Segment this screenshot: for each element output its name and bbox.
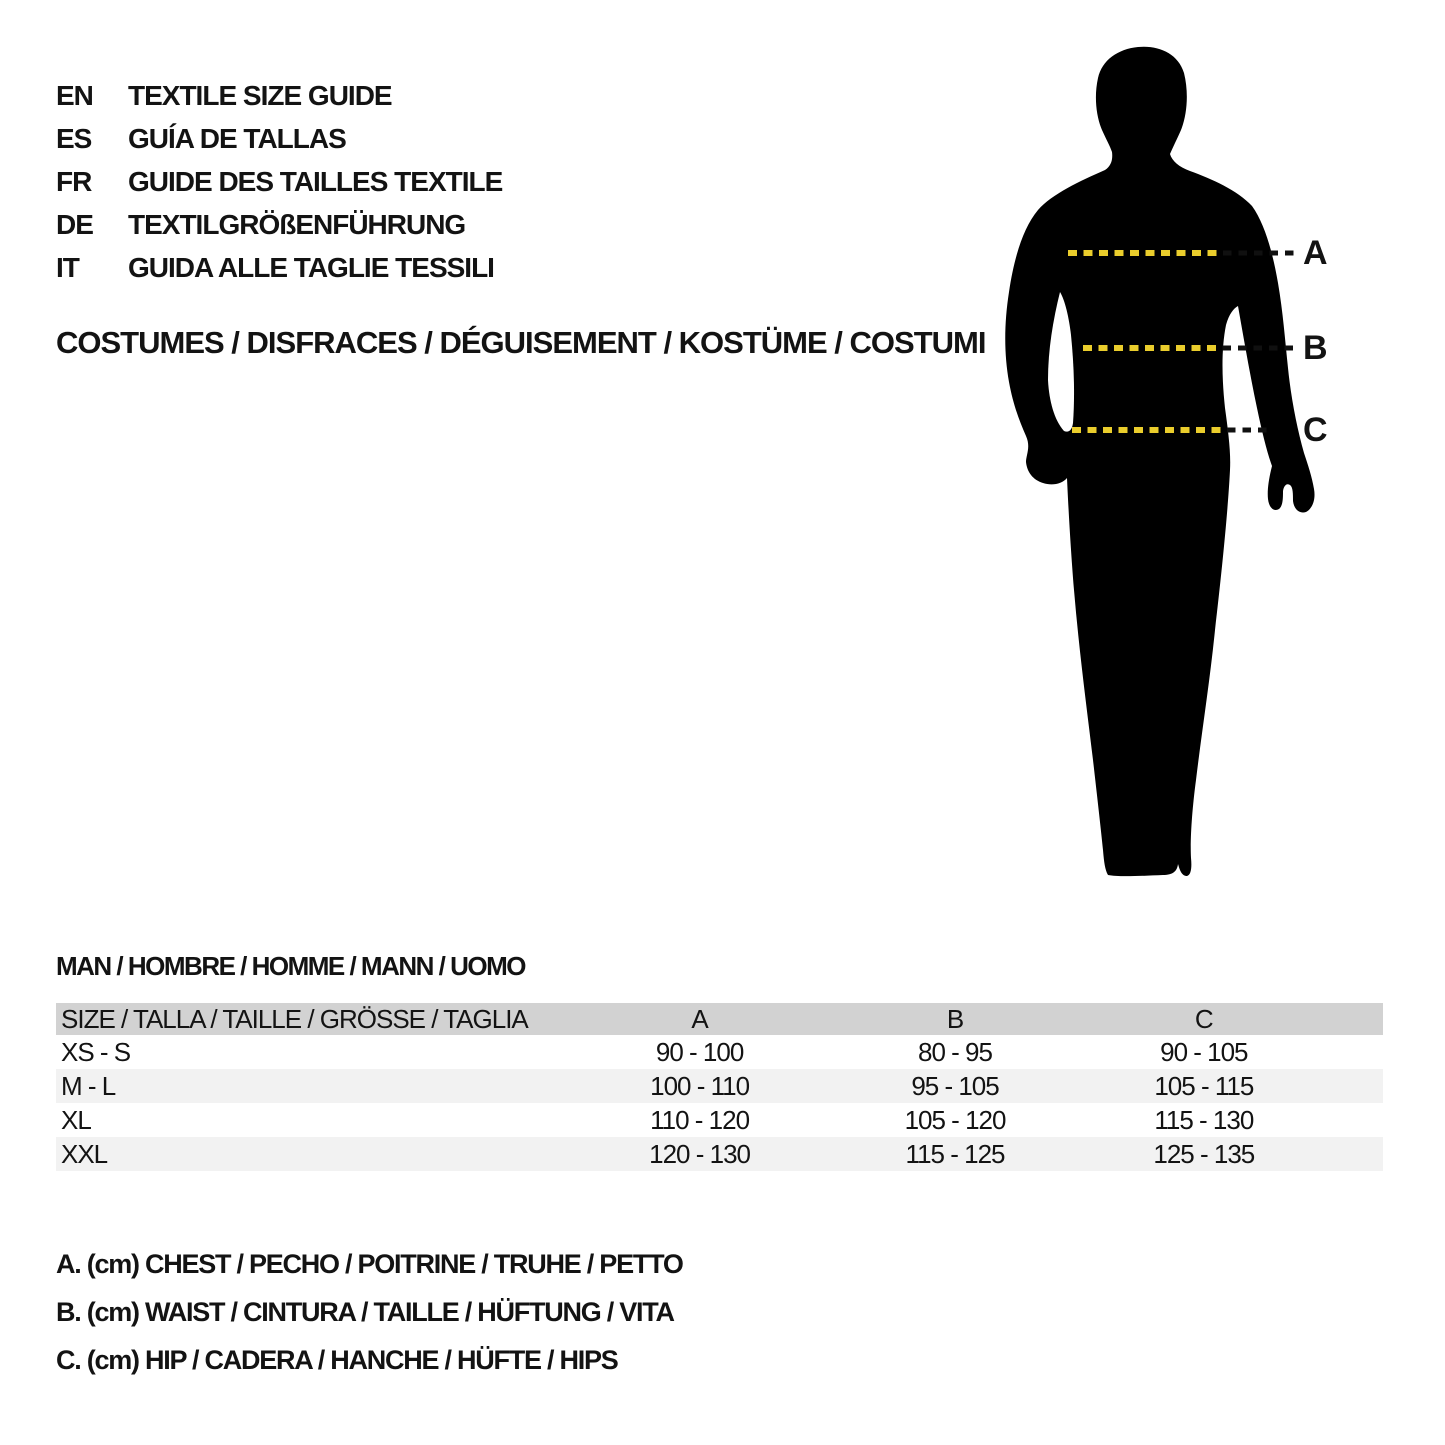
- language-row-it: [56, 246, 502, 289]
- table-row-xs-s: [56, 1035, 1383, 1069]
- cell-a: 100 - 110: [650, 1071, 750, 1101]
- language-title: TEXTILE SIZE GUIDE: [128, 80, 392, 111]
- cell-size: XS - S: [61, 1037, 131, 1067]
- man-silhouette: [1005, 47, 1314, 876]
- language-row-en: [56, 74, 502, 117]
- header-col-c: C: [1194, 1004, 1213, 1034]
- language-row-de: [56, 203, 502, 246]
- cell-c: 125 - 135: [1153, 1139, 1255, 1169]
- header-size-label: SIZE / TALLA / TAILLE / GRÖSSE / TAGLIA: [61, 1004, 528, 1034]
- cell-c: 115 - 130: [1154, 1105, 1254, 1135]
- language-title: GUIDA ALLE TAGLIE TESSILI: [128, 252, 494, 283]
- cell-b: 95 - 105: [911, 1071, 999, 1101]
- cell-c: 105 - 115: [1154, 1071, 1254, 1101]
- language-title: GUIDE DES TAILLES TEXTILE: [128, 166, 503, 197]
- table-row-xl: [56, 1103, 1383, 1137]
- cell-filler: [1337, 1035, 1383, 1069]
- language-title-list: [56, 74, 502, 289]
- cell-a: 90 - 100: [655, 1037, 744, 1067]
- language-row-es: [56, 117, 502, 160]
- measure-label-b: B: [1303, 329, 1328, 367]
- cell-filler: [1337, 1103, 1383, 1137]
- language-code: IT: [56, 252, 79, 283]
- language-title: TEXTILGRÖßENFÜHRUNG: [128, 209, 466, 240]
- cell-size: XXL: [61, 1139, 108, 1169]
- note-chest: A. (cm) CHEST / PECHO / POITRINE / TRUHE / PETTO: [56, 1249, 683, 1279]
- size-table-header-row: [56, 1003, 1383, 1035]
- table-row-xxl: [56, 1137, 1383, 1171]
- language-code: FR: [56, 166, 92, 197]
- header-col-b: B: [946, 1004, 964, 1034]
- cell-a: 110 - 120: [650, 1105, 750, 1135]
- language-code: ES: [56, 123, 92, 154]
- note-hip: C. (cm) HIP / CADERA / HANCHE / HÜFTE / HIPS: [56, 1345, 618, 1375]
- note-waist: B. (cm) WAIST / CINTURA / TAILLE / HÜFTUNG / VITA: [56, 1297, 674, 1327]
- measure-label-a: A: [1303, 234, 1328, 272]
- table-row-m-l: [56, 1069, 1383, 1103]
- measurement-notes: [56, 1240, 683, 1384]
- cell-a: 120 - 130: [649, 1139, 751, 1169]
- language-title: GUÍA DE TALLAS: [128, 123, 346, 154]
- cell-c: 90 - 105: [1160, 1037, 1248, 1067]
- language-code: EN: [56, 80, 93, 111]
- cell-size: XL: [61, 1105, 91, 1135]
- cell-size: M - L: [61, 1071, 116, 1101]
- cell-filler: [1337, 1137, 1383, 1171]
- header-col-a: A: [691, 1004, 708, 1034]
- language-row-fr: [56, 160, 502, 203]
- size-table: [56, 1003, 1383, 1171]
- category-heading: COSTUMES / DISFRACES / DÉGUISEMENT / KOSTÜME / COSTUMI: [56, 325, 986, 360]
- cell-b: 80 - 95: [918, 1037, 992, 1067]
- cell-b: 105 - 120: [904, 1105, 1006, 1135]
- cell-filler: [1337, 1069, 1383, 1103]
- measure-label-c: C: [1303, 411, 1328, 449]
- cell-b: 115 - 125: [905, 1139, 1005, 1169]
- language-code: DE: [56, 209, 93, 240]
- man-silhouette-figure: [990, 35, 1330, 895]
- section-heading: MAN / HOMBRE / HOMME / MANN / UOMO: [56, 951, 525, 981]
- header-filler: [1337, 1003, 1383, 1035]
